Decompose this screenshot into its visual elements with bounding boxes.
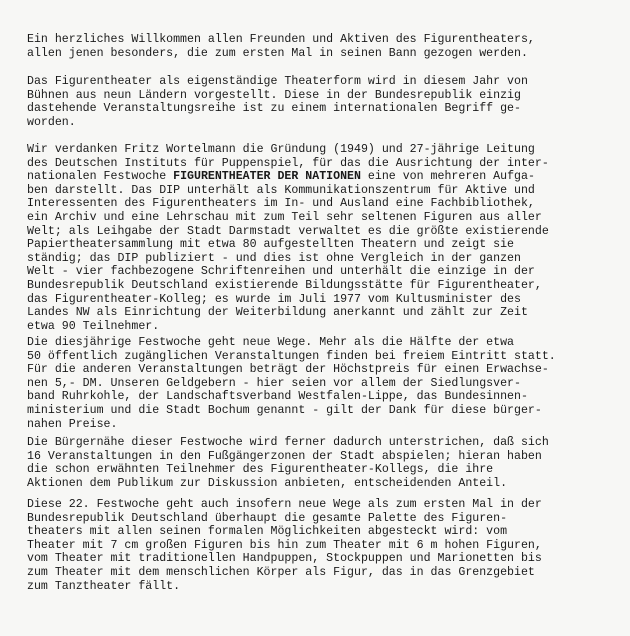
text-line: Die diesjährige Festwoche geht neue Wege. Mehr als die Hälfte der etwa — [27, 336, 515, 349]
text-line: etwa 90 Teilnehmer. — [27, 319, 160, 333]
text-line: Aktionen dem Publikum zur Diskussion anbieten, entscheidenden Anteil. — [27, 476, 508, 490]
text-line: 16 Veranstaltungen in den Fußgängerzonen der Stadt abspielen; hieran haben — [27, 449, 542, 463]
text-line: ben darstellt. Das DIP unterhält als Kommunikationszentrum für Aktive und — [27, 183, 535, 197]
text-line: vom Theater mit traditionellen Handpuppen, Stockpuppen und Marionetten bis — [27, 552, 542, 566]
text-line: band Ruhrkohle, der Landschaftsverband Westfalen-Lippe, das Bundesinnen- — [27, 390, 528, 404]
text-line: nahen Preise. — [27, 417, 118, 431]
text-line: zum Tanztheater fällt. — [27, 579, 181, 593]
text-line: worden. — [27, 115, 76, 129]
paragraph-public-events — [27, 436, 617, 490]
text-line: zum Theater mit dem menschlichen Körper als Figur, das in das Grenzgebiet — [27, 565, 535, 579]
text-line: ständig; das DIP publiziert - und dies ist ohne Vergleich in der ganzen — [27, 251, 521, 265]
text-line: dastehende Veranstaltungsreihe ist zu einem internationalen Begriff ge- — [27, 102, 521, 116]
text-line: Bundesrepublik Deutschland existierende Bildungsstätte für Figurentheater, — [27, 278, 542, 292]
text-line: die schon erwähnten Teilnehmer des Figurentheater-Kollegs, die ihre — [27, 463, 494, 477]
festival-title-bold: FIGURENTHEATER DER NATIONEN — [173, 170, 361, 184]
text-line: Das Figurentheater als eigenständige Theaterform wird in diesem Jahr von — [27, 75, 528, 88]
text-line: Wir verdanken Fritz Wortelmann die Gründung (1949) und 27-jährige Leitung — [27, 143, 535, 156]
text-line: nen 5,- DM. Unseren Geldgebern - hier seien vor allem der Siedlungsver- — [27, 376, 521, 390]
text-line: 50 öffentlich zugänglichen Veranstaltungen finden bei freiem Eintritt statt. — [27, 349, 556, 363]
paragraph-introduction — [27, 75, 617, 129]
text-line: Bundesrepublik Deutschland überhaupt die gesamte Palette des Figuren- — [27, 511, 508, 525]
text-line: Ein herzliches Willkommen allen Freunden und Aktiven des Figurentheaters, — [27, 33, 535, 46]
paragraph-welcome — [27, 33, 617, 60]
paragraph-institute — [27, 143, 617, 333]
text-line: Welt - vier fachbezogene Schriftenreihen und unterhält die einzige in der — [27, 265, 535, 279]
text-line: theaters mit allen seinen formalen Möglichkeiten abgesteckt wird: vom — [27, 525, 508, 539]
text-line: ein Archiv und eine Lehrschau mit zum Teil sehr seltenen Figuren aus aller — [27, 210, 542, 224]
text-line: Diese 22. Festwoche geht auch insofern neue Wege als zum ersten Mal in der — [27, 498, 542, 511]
text-line: Papiertheatersammlung mit etwa 80 aufgestellten Theatern und zeigt sie — [27, 238, 515, 252]
text-line — [27, 170, 617, 184]
text-line: Interessenten des Figurentheaters im In- und Ausland eine Fachbibliothek, — [27, 197, 535, 211]
text-line: Welt; als Leihgabe der Stadt Darmstadt verwaltet es die größte existierende — [27, 224, 549, 238]
text-line: ministerium und die Stadt Bochum genannt - gilt der Dank für diese bürger- — [27, 403, 542, 417]
text-segment: eine von mehreren Aufga- — [360, 170, 535, 184]
text-line: des Deutschen Instituts für Puppenspiel, für das die Ausrichtung der inter- — [27, 156, 549, 170]
text-segment: nationalen Festwoche — [27, 170, 174, 184]
text-line: Bühnen aus neun Ländern vorgestellt. Diese in der Bundesrepublik einzig — [27, 88, 521, 102]
text-line: das Figurentheater-Kolleg; es wurde im Juli 1977 vom Kultusminister des — [27, 292, 521, 306]
paragraph-festival-prices — [27, 336, 617, 431]
text-line: Theater mit 7 cm großen Figuren bis hin zum Theater mit 6 m hohen Figuren, — [27, 538, 542, 552]
text-line: Landes NW als Einrichtung der Weiterbildung anerkannt und zählt zur Zeit — [27, 306, 528, 320]
text-line: Die Bürgernähe dieser Festwoche wird ferner dadurch unterstrichen, daß sich — [27, 436, 549, 449]
paragraph-new-ways — [27, 498, 617, 593]
text-line: allen jenen besonders, die zum ersten Mal in seinen Bann gezogen werden. — [27, 46, 528, 60]
text-line: Für die anderen Veranstaltungen beträgt der Höchstpreis für einen Erwachse- — [27, 363, 549, 377]
